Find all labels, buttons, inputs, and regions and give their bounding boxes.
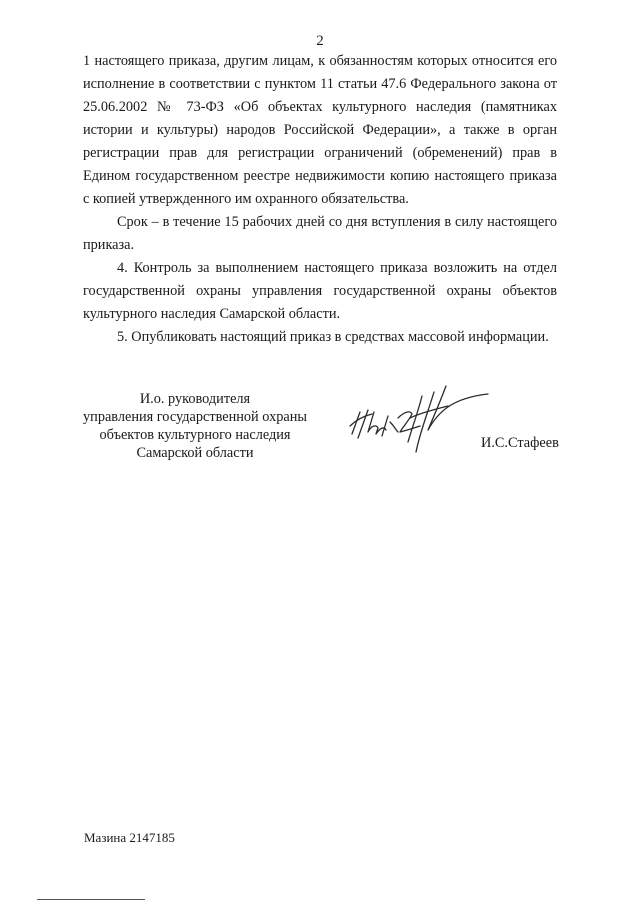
signatory-name: И.С.Стафеев: [481, 435, 559, 451]
signatory-title: [80, 390, 310, 462]
footer-divider: [37, 899, 145, 900]
page-number: 2: [316, 33, 324, 49]
signatory-title-line: управления государственной охраны: [83, 409, 307, 425]
paragraph-item-4: 4. Контроль за выполнением настоящего приказа возложить на отдел государственной охраны управления государственной охраны объектов культурного наследия Самарской области.: [83, 260, 557, 322]
signatory-title-line: Самарской области: [136, 445, 254, 461]
signatory-title-line: И.о. руководителя: [139, 391, 251, 407]
signatory-title-line: объектов культурного наследия: [99, 427, 291, 443]
executor-note: Мазина 2147185: [84, 830, 175, 845]
paragraph-deadline: Срок – в течение 15 рабочих дней со дня вступления в силу настоящего приказа.: [83, 214, 557, 253]
document-body: [83, 50, 557, 349]
paragraph-continuation: 1 настоящего приказа, другим лицам, к обязанностям которых относится его исполнение в соответствии с пунктом 11 статьи 47.6 Федерального закона от 25.06.2002 № 73-ФЗ «Об объектах культурного наследия (памятниках истории и культуры) народов Российской Федерации», а также в орган регистрации прав для регистрации ограничений (обременений) прав в Едином государственном реестре недвижимости копию настоящего приказа с копией утвержденного им охранного обязательства.: [83, 53, 557, 207]
paragraph-item-5: 5. Опубликовать настоящий приказ в средствах массовой информации.: [117, 329, 549, 345]
